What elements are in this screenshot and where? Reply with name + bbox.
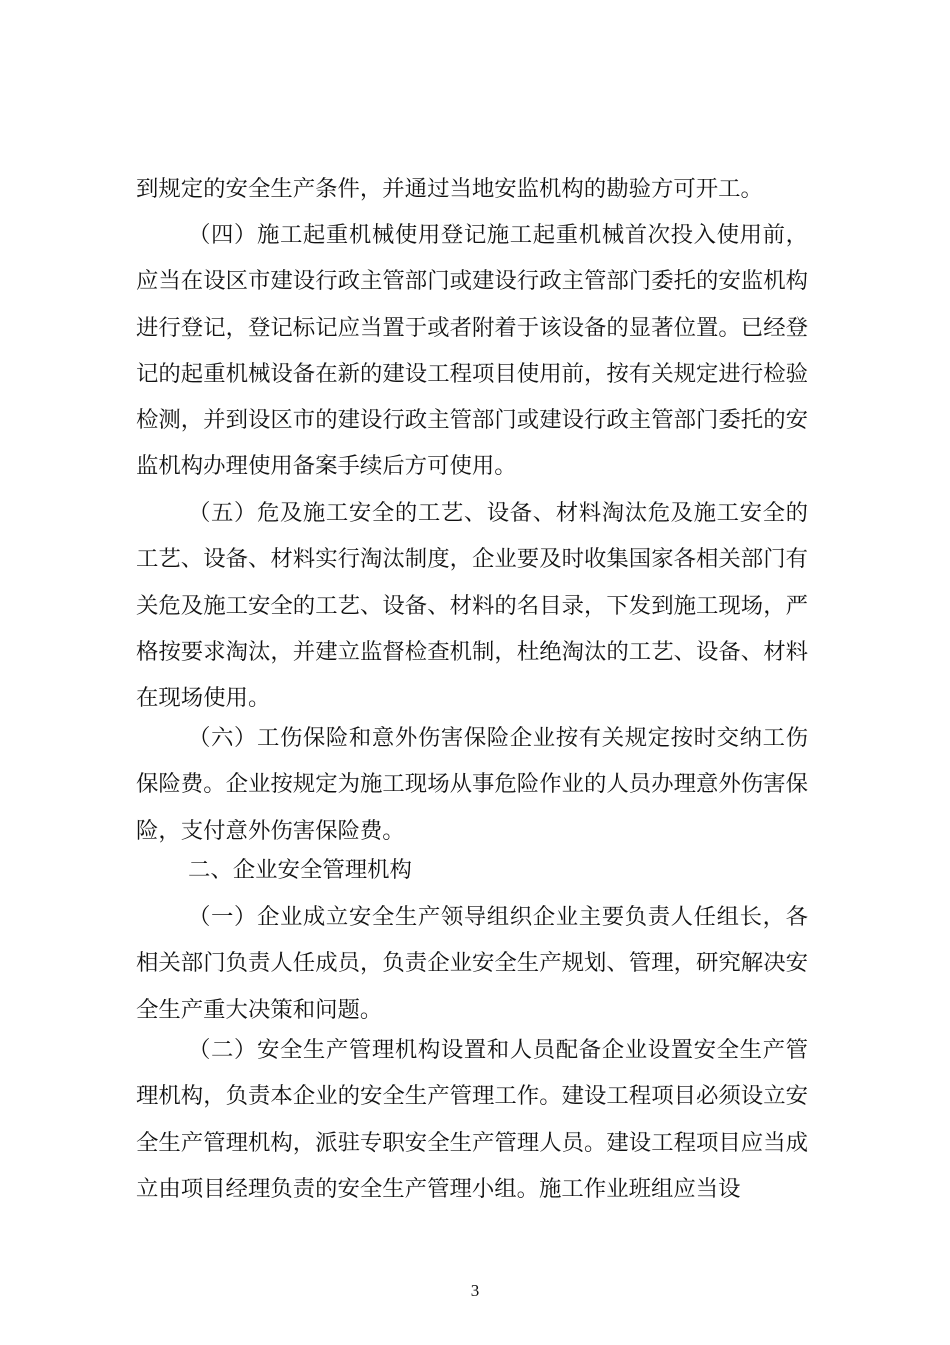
paragraph-insurance: （六）工伤保险和意外伤害保险企业按有关规定按时交纳工伤保险费。企业按规定为施工现场从事危险作业的人员办理意外伤害保险，支付意外伤害保险费。 <box>136 725 808 844</box>
page-number: 3 <box>470 1281 480 1300</box>
paragraph-leadership: （一）企业成立安全生产领导组织企业主要负责人任组长，各相关部门负责人任成员，负责企业安全生产规划、管理，研究解决安全生产重大决策和问题。 <box>136 904 808 1023</box>
paragraph-obsolete-equipment: （五）危及施工安全的工艺、设备、材料淘汰危及施工安全的工艺、设备、材料实行淘汰制度，企业要及时收集国家各相关部门有关危及施工安全的工艺、设备、材料的名目录，下发到施工现场，严格按要求淘汰，并建立监督检查机制，杜绝淘汰的工艺、设备、材料在现场使用。 <box>136 500 808 712</box>
paragraph-crane-registration: （四）施工起重机械使用登记施工起重机械首次投入使用前，应当在设区市建设行政主管部门或建设行政主管部门委托的安监机构进行登记，登记标记应当置于或者附着于该设备的显著位置。已经登记的起重机械设备在新的建设工程项目使用前，按有关规定进行检验检测，并到设区市的建设行政主管部门或建设行政主管部门委托的安监机构办理使用备案手续后方可使用。 <box>136 222 808 480</box>
section-heading: 二、企业安全管理机构 <box>188 857 412 883</box>
paragraph-continuation: 到规定的安全生产条件，并通过当地安监机构的勘验方可开工。 <box>136 176 763 202</box>
paragraph-management-org: （二）安全生产管理机构设置和人员配备企业设置安全生产管理机构，负责本企业的安全生产管理工作。建设工程项目必须设立安全生产管理机构，派驻专职安全生产管理人员。建设工程项目应当成立由项目经理负责的安全生产管理小组。施工作业班组应当设 <box>136 1037 808 1202</box>
